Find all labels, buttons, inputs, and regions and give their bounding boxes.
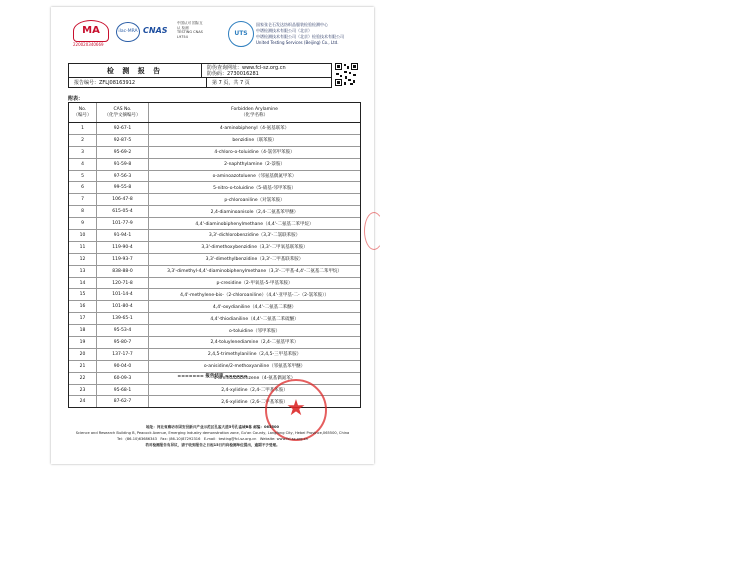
report-number: 报告编号：ZFLJ08163912 (69, 78, 207, 87)
table-row (69, 313, 360, 325)
col-name-cn-header: （化学名称） (241, 112, 268, 118)
row-cas: 95-53-4 (97, 325, 149, 336)
row-name: 4,4'-methylene-bis-（2-chloroaniline）（4,4'-亚甲基-二-（2-氯苯胺）） (180, 292, 329, 298)
row-cas: 92-87-5 (97, 135, 149, 146)
row-cas: 99-55-8 (97, 182, 149, 193)
table-row (69, 218, 360, 230)
row-name: o-aminoazotoluene（邻氨基偶氮甲苯） (212, 174, 297, 179)
row-no: 15 (69, 289, 97, 300)
verify-url: 防伪查询网址：www.fcl-sz.org.cn (207, 64, 286, 71)
footer-email: E-mail：testing@fcl-sz.org.cn (203, 437, 257, 441)
row-name: 3,3'-dimethylbenzidine（3,3'-二甲基联苯胺） (205, 257, 304, 263)
table-row (69, 289, 360, 301)
row-name: benzidine（联苯胺） (232, 138, 277, 144)
row-no: 6 (69, 182, 97, 193)
qr-code-icon (334, 62, 359, 87)
organization-name (256, 22, 366, 46)
page-info: 第 7 页，共 7 页 (212, 80, 250, 86)
row-no: 3 (69, 147, 97, 158)
row-cas: 87-62-7 (97, 396, 149, 407)
row-no: 14 (69, 278, 97, 289)
side-seal-stamp (364, 212, 384, 250)
row-no: 7 (69, 194, 97, 205)
row-name: 5-nitro-o-toluidine（5-硝基-邻甲苯胺） (213, 185, 296, 191)
row-name: 4-aminobiphenyl（4-氨基联苯） (219, 126, 290, 132)
row-name: p-chloroaniline（对氯苯胺） (224, 197, 285, 203)
row-cas: 91-59-8 (97, 159, 149, 170)
table-row (69, 349, 360, 361)
row-name: 4-chloro-o-toluidine（4-氯邻甲苯胺） (214, 150, 295, 156)
row-name: 2,4-diaminoanisole（2,4-二氨基苯甲醚） (210, 209, 299, 215)
anti-fake-code: 防伪码：2730016281 (207, 70, 259, 77)
org-line-4: United Testing Services (Beijing) Co., Ltd. (256, 40, 339, 45)
row-name: 3,3'-dimethyl-4,4'-diaminobiphenylmethane（3,3'-二甲基-4,4'-二氨基二苯甲烷） (167, 269, 342, 275)
row-cas: 95-69-2 (97, 147, 149, 158)
row-no: 8 (69, 206, 97, 217)
arylamine-table (68, 102, 361, 408)
col-cas-header: CAS No. (113, 107, 132, 112)
table-row (69, 301, 360, 313)
row-no: 17 (69, 313, 97, 324)
row-name: 3,3'-dichlorobenzidine（3,3'-二氯联苯胺） (208, 233, 301, 239)
row-no: 16 (69, 301, 97, 312)
row-no: 4 (69, 159, 97, 170)
row-no: 20 (69, 349, 97, 360)
cma-number: 220020340669 (73, 42, 104, 47)
row-cas: 615-05-4 (97, 206, 149, 217)
report-end-note: ======= 报告结束 ====== (177, 374, 248, 379)
seal-star-icon: ★ (286, 396, 306, 421)
row-no: 24 (69, 396, 97, 407)
logo-bar (73, 18, 363, 48)
row-cas: 90-04-0 (97, 361, 149, 372)
cma-logo: MA (73, 20, 109, 42)
row-name: o-anisidine/2-methoxyaniline（邻氨基苯甲醚） (203, 364, 306, 370)
row-cas: 92-67-1 (97, 123, 149, 134)
row-cas: 106-47-8 (97, 194, 149, 205)
row-no: 23 (69, 385, 97, 396)
col-name-header: Forbidden Arylamine (231, 107, 278, 112)
table-row (69, 206, 360, 218)
footer-fax: Fax: (86-10)87292316 (160, 437, 201, 441)
row-cas: 91-94-1 (97, 230, 149, 241)
appendix-label: 附表： (68, 96, 84, 102)
col-no-header: No. (78, 107, 87, 112)
col-cas-cn-header: （化学文摘编号） (104, 112, 141, 118)
row-name: o-toluidine（邻甲苯胺） (228, 328, 281, 334)
report-header-table (68, 63, 332, 88)
row-no: 1 (69, 123, 97, 134)
table-row (69, 337, 360, 349)
table-row (69, 182, 360, 194)
row-no: 19 (69, 337, 97, 348)
ilac-mra-logo: ilac-MRA (116, 22, 140, 42)
uts-logo: UTS (228, 21, 254, 47)
footer-address-cn: 地址：河北省廊坊市固安县新兴产业示范区孔雀大道5号孔雀城B栋 邮编：065500 (146, 425, 279, 429)
row-name: 2,4-xylidine（2,4-二甲基苯胺） (221, 388, 288, 394)
table-row (69, 230, 360, 242)
row-no: 11 (69, 242, 97, 253)
table-row (69, 159, 360, 171)
report-title: 检 测 报 告 (69, 64, 202, 77)
row-cas: 97-56-3 (97, 171, 149, 182)
row-name: 4,4'-diaminobiphenylmethane（4,4'-二氨基二苯甲烷） (195, 221, 314, 227)
footer-website: Website: www.fcl-sz.org.cn (259, 437, 308, 441)
row-cas: 101-80-4 (97, 301, 149, 312)
row-cas: 137-17-7 (97, 349, 149, 360)
row-name: 4-aminoazobenzene（4-氨基偶氮苯） (213, 376, 296, 382)
row-name: 2-naphthylamine（2-萘胺） (224, 162, 285, 168)
row-name: 2,4,5-trimethylaniline（2,4,5-三甲基苯胺） (207, 352, 302, 358)
table-row (69, 135, 360, 147)
row-no: 10 (69, 230, 97, 241)
row-no: 22 (69, 373, 97, 384)
row-name: 3,3'-dimethoxybenzidine（3,3'-二甲氧基联苯胺） (201, 245, 308, 251)
row-no: 5 (69, 171, 97, 182)
row-no: 2 (69, 135, 97, 146)
table-row (69, 278, 360, 290)
footer-address-en: Science and Research Building B, Peacock Avenue, Emerging Industry demonstration zone, Gu'an County, Langfang City, Hebei Province,065500, China (75, 431, 350, 435)
table-row (69, 242, 360, 254)
report-footer (51, 424, 374, 448)
table-header (69, 103, 360, 123)
row-no: 13 (69, 266, 97, 277)
row-cas: 101-14-4 (97, 289, 149, 300)
row-no: 21 (69, 361, 97, 372)
cnas-logo: CNAS (143, 26, 168, 35)
table-row (69, 147, 360, 159)
table-row (69, 361, 360, 373)
org-line-3: 中谱检测技术有限公司（北京）检验技术有限公司 (256, 34, 344, 39)
row-name: 2,6-xylidine（2,6-二甲基苯胺） (221, 399, 288, 405)
row-name: 2,4-toluylenediamine（2,4-二氨基甲苯） (210, 340, 299, 346)
footer-disclaimer: 若对检测报告有异议，请于收到报告之日起15日内向检测单位提出，逾期不予受理。 (145, 443, 280, 447)
row-cas: 95-80-7 (97, 337, 149, 348)
org-line-2: 中谱检测技术有限公司（北京） (256, 28, 312, 33)
row-cas: 119-90-4 (97, 242, 149, 253)
row-no: 12 (69, 254, 97, 265)
row-cas: 95-68-1 (97, 385, 149, 396)
cnas-mark-text: 中国认可 国际互认 检测 TESTING CNAS L9754 (177, 21, 203, 39)
table-row (69, 266, 360, 278)
row-name: 4,4'-oxydianiline（4,4'-二氨基二苯醚） (212, 304, 297, 310)
row-name: p-cresidine（2-甲氧基-5-甲基苯胺） (216, 281, 293, 287)
row-cas: 120-71-8 (97, 278, 149, 289)
row-cas: 119-93-7 (97, 254, 149, 265)
row-no: 9 (69, 218, 97, 229)
report-page (51, 7, 374, 464)
footer-tel: Tel：(86-10)63686343 (117, 437, 157, 441)
table-row (69, 123, 360, 135)
col-no-cn-header: （编号） (73, 112, 92, 118)
table-row (69, 254, 360, 266)
row-name: 4,4'-thiodianiline（4,4'-二氨基二苯硫醚） (210, 316, 299, 322)
table-row (69, 325, 360, 337)
row-cas: 60-09-3 (97, 373, 149, 384)
table-row (69, 194, 360, 206)
org-line-1: 国家张仑石发达纺织品服装检验检测中心 (256, 22, 328, 27)
row-cas: 101-77-9 (97, 218, 149, 229)
row-no: 18 (69, 325, 97, 336)
row-cas: 139-65-1 (97, 313, 149, 324)
table-row (69, 171, 360, 183)
row-cas: 838-88-0 (97, 266, 149, 277)
